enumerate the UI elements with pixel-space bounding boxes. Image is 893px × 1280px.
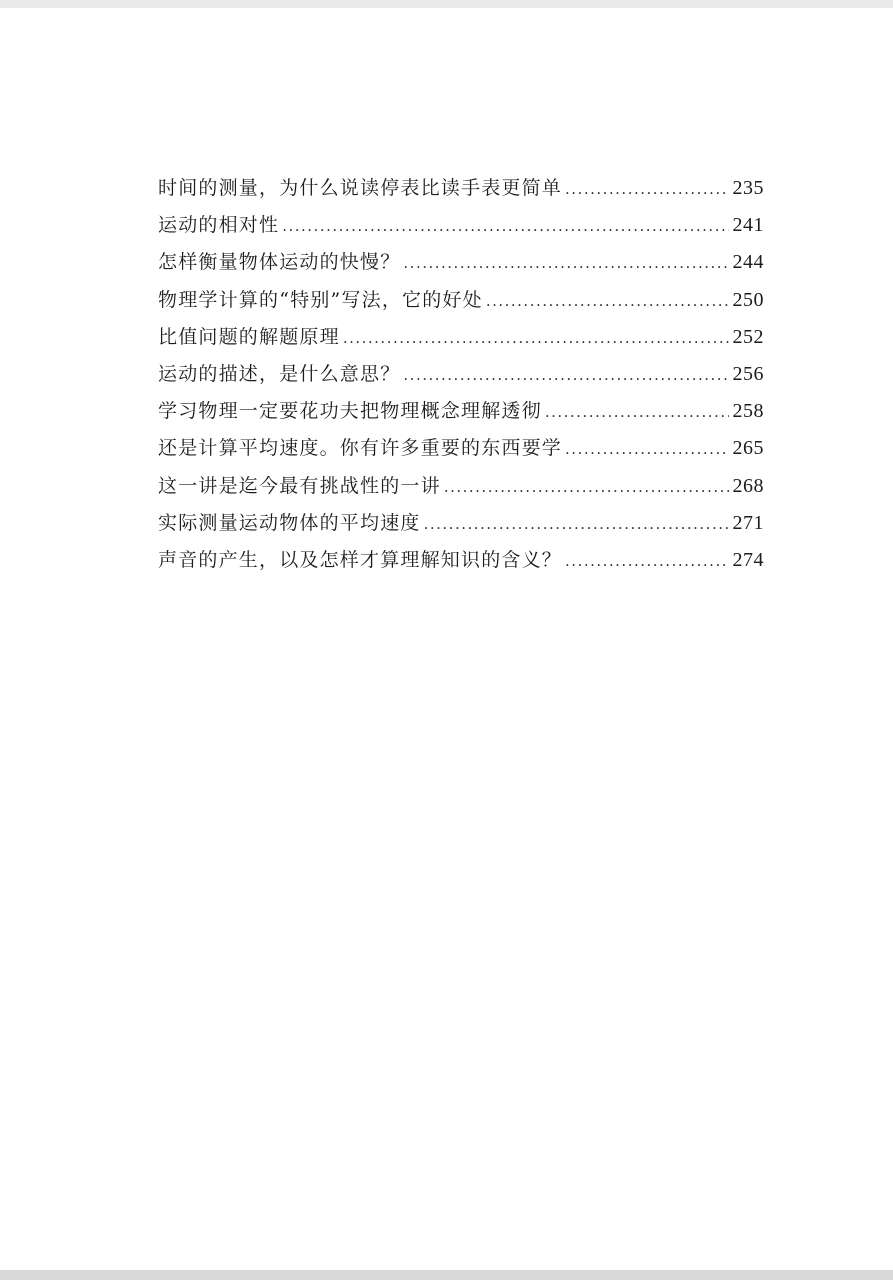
dot-leader bbox=[444, 469, 729, 506]
toc-entry-title: 实际测量运动物体的平均速度 bbox=[158, 511, 421, 534]
toc-entry-page: 235 bbox=[732, 177, 764, 199]
toc-entry bbox=[158, 282, 764, 319]
toc-entry bbox=[158, 542, 764, 579]
toc-entry bbox=[158, 393, 764, 430]
toc-entry-page: 250 bbox=[732, 288, 764, 311]
toc-entry-page: 258 bbox=[732, 400, 764, 423]
toc-entry-page: 271 bbox=[732, 511, 764, 534]
toc-entry bbox=[158, 505, 764, 542]
toc-entry-title: 还是计算平均速度。你有许多重要的东西要学 bbox=[158, 437, 563, 460]
toc-entry-page: 274 bbox=[732, 548, 764, 571]
toc-entry-page: 244 bbox=[732, 251, 764, 274]
dot-leader bbox=[403, 357, 728, 394]
toc-entry bbox=[158, 207, 764, 244]
toc-entry-title: 怎样衡量物体运动的快慢？ bbox=[158, 251, 401, 274]
toc-entry bbox=[158, 468, 764, 505]
toc-entry-page: 241 bbox=[732, 214, 764, 237]
dot-leader bbox=[565, 431, 728, 468]
toc-entry-page: 256 bbox=[732, 362, 764, 385]
toc-entry-title: 运动的描述，是什么意思？ bbox=[158, 362, 401, 385]
toc-entry-page: 252 bbox=[732, 325, 764, 348]
toc-entry-title: 时间的测量，为什么说读停表比读手表更简单 bbox=[158, 177, 563, 199]
dot-leader bbox=[343, 320, 729, 357]
toc-entry bbox=[158, 319, 764, 356]
page-bottom-edge bbox=[0, 1270, 893, 1280]
table-of-contents bbox=[158, 170, 764, 579]
toc-entry-title: 比值问题的解题原理 bbox=[158, 325, 340, 348]
dot-leader bbox=[282, 208, 728, 245]
toc-entry-page: 265 bbox=[732, 437, 764, 460]
dot-leader bbox=[486, 283, 729, 320]
dot-leader bbox=[565, 543, 728, 580]
toc-entry-title: 学习物理一定要花功夫把物理概念理解透彻 bbox=[158, 400, 542, 423]
dot-leader bbox=[403, 245, 728, 282]
toc-entry-title: 声音的产生，以及怎样才算理解知识的含义？ bbox=[158, 548, 563, 571]
dot-leader bbox=[545, 394, 729, 431]
document-page bbox=[0, 8, 893, 1270]
dot-leader bbox=[565, 171, 728, 208]
dot-leader bbox=[424, 506, 729, 543]
toc-entry-page: 268 bbox=[732, 474, 764, 497]
toc-entry bbox=[158, 356, 764, 393]
toc-entry-title: 运动的相对性 bbox=[158, 214, 280, 237]
toc-entry bbox=[158, 170, 764, 207]
toc-entry bbox=[158, 430, 764, 467]
toc-entry bbox=[158, 244, 764, 281]
toc-entry-title: 物理学计算的“特别”写法，它的好处 bbox=[158, 288, 483, 311]
toc-entry-title: 这一讲是迄今最有挑战性的一讲 bbox=[158, 474, 441, 497]
